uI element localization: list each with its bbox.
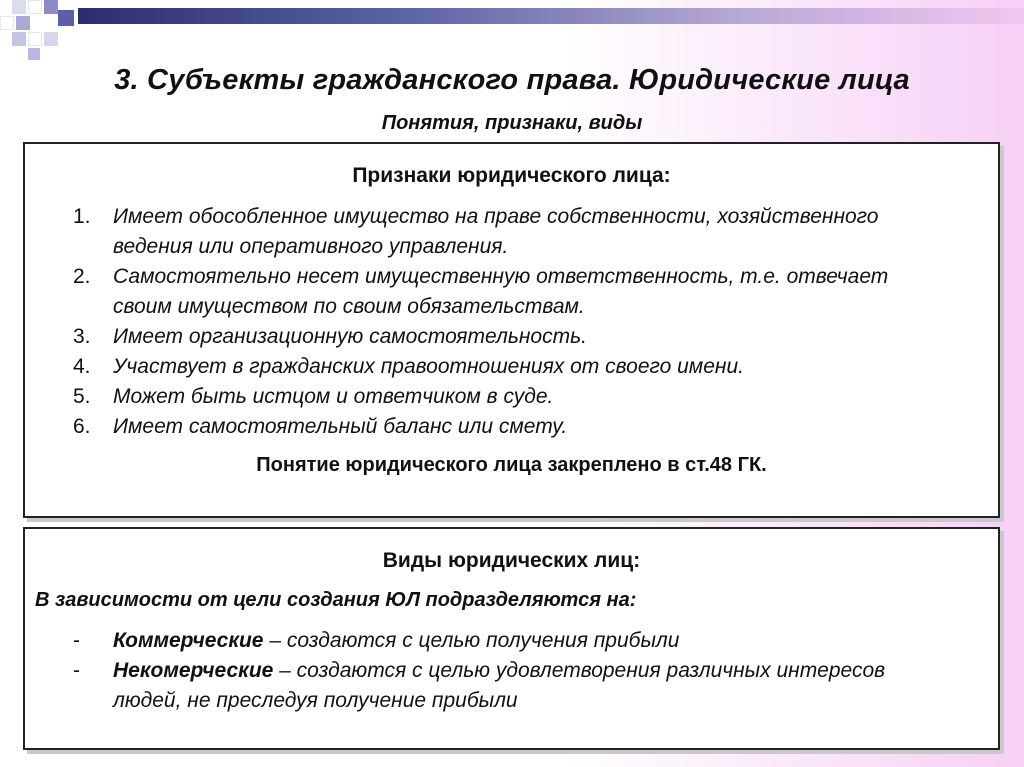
item-text: Участвует в гражданских правоотношениях от своего имени. <box>113 355 744 378</box>
dash-marker: - <box>73 659 80 682</box>
item-number: 4. <box>73 355 91 378</box>
page-subtitle: Понятия, признаки, виды <box>381 112 643 134</box>
item-text: Может быть истцом и ответчиком в суде. <box>113 385 554 408</box>
list-item <box>25 322 998 352</box>
legal-reference-note: Понятие юридического лица закреплено в ст.48 ГК. <box>256 454 767 476</box>
kinds-heading: Виды юридических лиц: <box>382 549 641 572</box>
list-item <box>25 656 998 716</box>
kinds-box <box>23 527 1000 750</box>
item-text: Имеет обособленное имущество на праве собственности, хозяйственного ведения или оперативного управления. <box>113 205 879 258</box>
header-decor-bar <box>78 8 1024 24</box>
item-text: Самостоятельно несет имущественную ответственность, т.е. отвечает своим имуществом по своим обязательствам. <box>113 265 889 318</box>
signs-box <box>23 142 1000 518</box>
kind-description: – создаются с целью получения прибыли <box>263 629 680 652</box>
page-title: 3. Субъекты гражданского права. Юридические лица <box>114 64 910 96</box>
item-number: 3. <box>73 325 91 348</box>
item-number: 6. <box>73 415 91 438</box>
item-text: Имеет самостоятельный баланс или смету. <box>113 415 568 438</box>
signs-list <box>25 202 998 442</box>
kind-description: – создаются с целью удовлетворения различных интересов людей, не преследуя получение прибыли <box>113 659 886 712</box>
list-item <box>25 626 998 656</box>
signs-heading: Признаки юридического лица: <box>352 164 671 187</box>
list-item <box>25 412 998 442</box>
list-item <box>25 352 998 382</box>
item-text: Имеет организационную самостоятельность. <box>113 325 587 348</box>
kinds-lead: В зависимости от цели создания ЮЛ подразделяются на: <box>35 589 637 611</box>
item-number: 5. <box>73 385 91 408</box>
list-item <box>25 262 998 322</box>
dash-marker: - <box>73 629 80 652</box>
item-number: 2. <box>73 265 91 288</box>
kinds-list <box>25 626 998 716</box>
kind-term: Коммерческие <box>113 629 264 652</box>
kind-term: Некомерческие <box>113 659 274 682</box>
item-number: 1. <box>73 205 91 228</box>
list-item <box>25 202 998 262</box>
list-item <box>25 382 998 412</box>
